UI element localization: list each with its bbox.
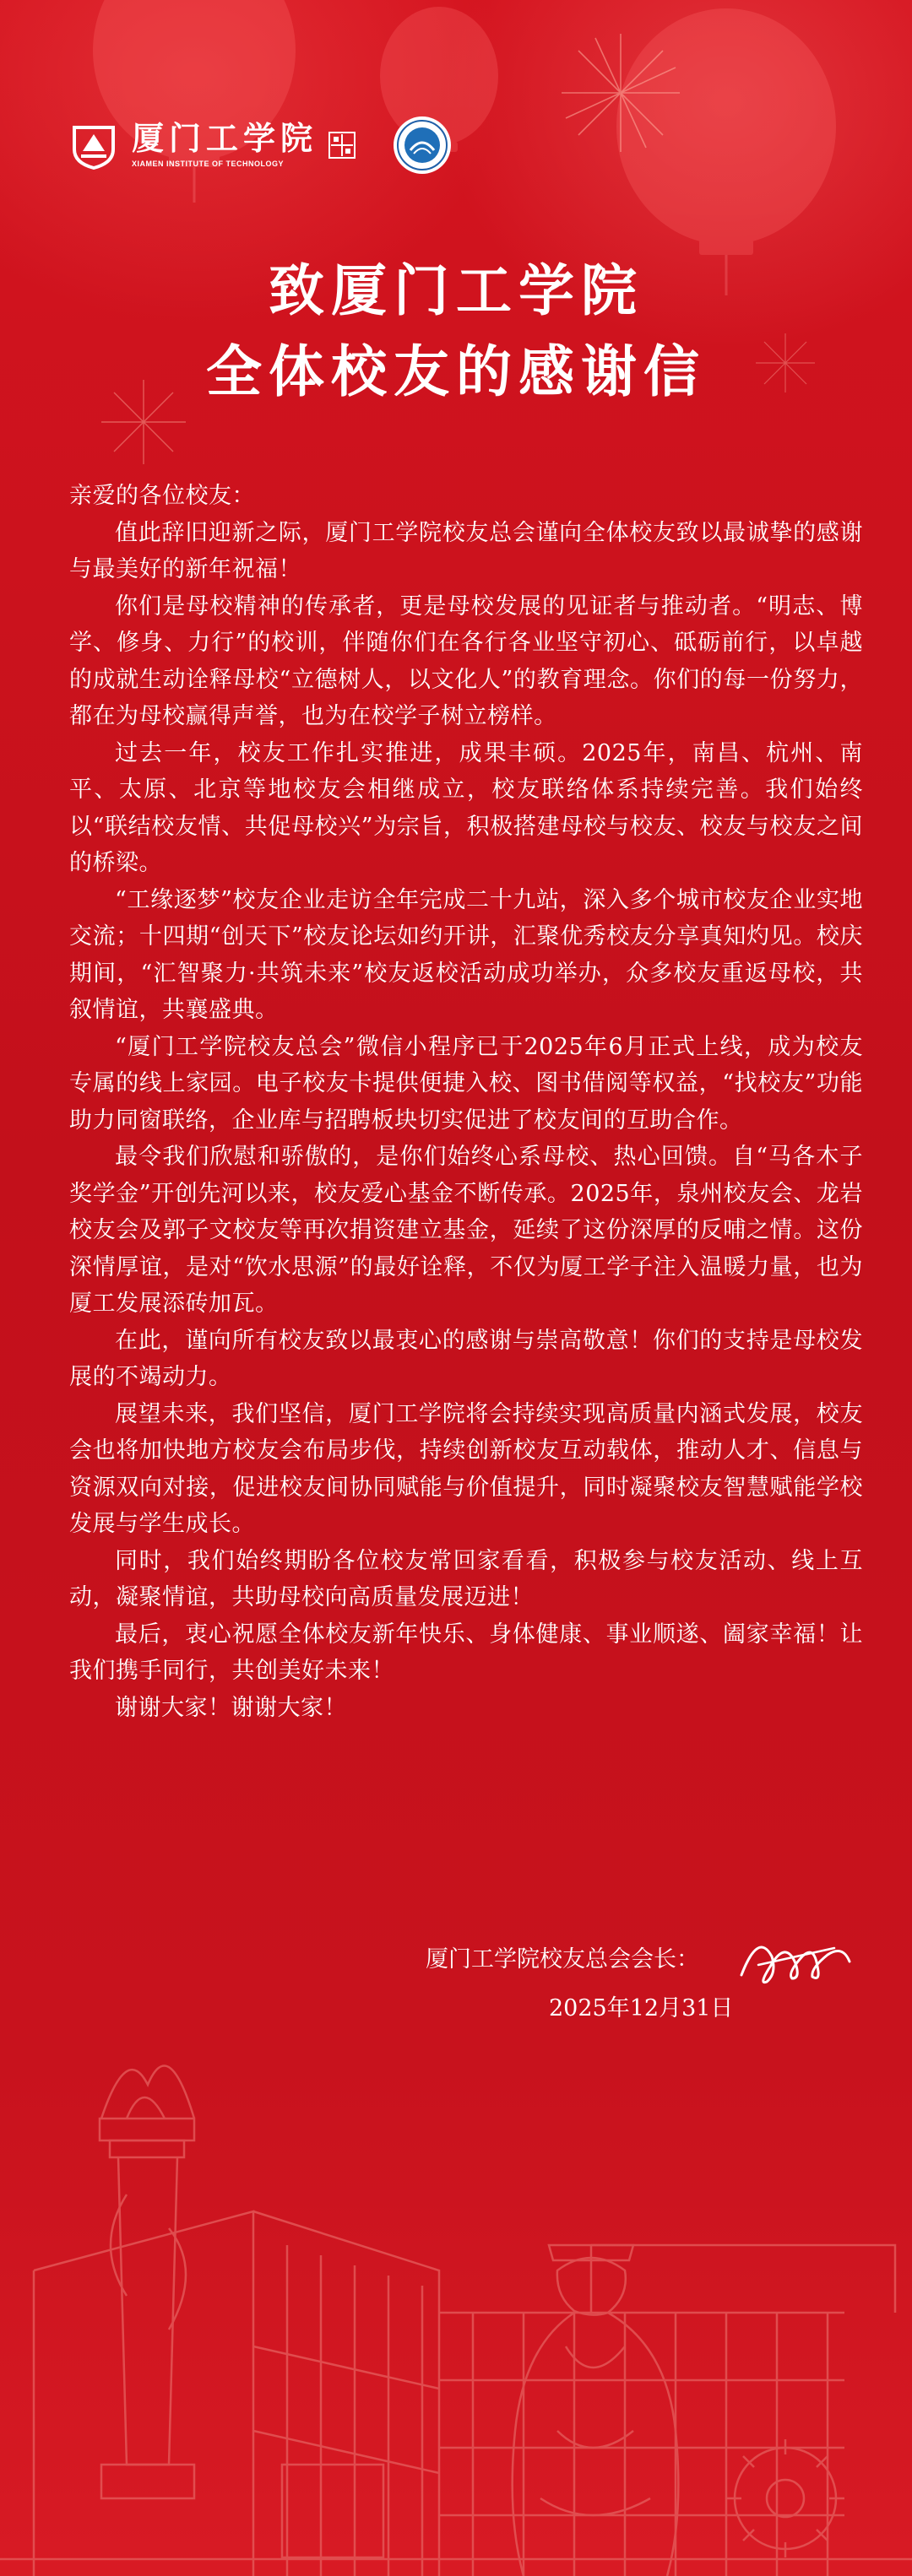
letter-paragraph: 最后，衷心祝愿全体校友新年快乐、身体健康、事业顺遂、阖家幸福！让我们携手同行，共创美好未来！ <box>69 1621 863 1684</box>
school-name-cn: 厦门工学院 <box>132 119 318 157</box>
torch-monument-icon <box>100 2066 194 2499</box>
letter-greeting: 亲爱的各位校友： <box>69 483 255 509</box>
letter-paragraph: 谢谢大家！谢谢大家！ <box>115 1694 347 1721</box>
header-logos <box>69 115 453 176</box>
letter-paragraph: 值此辞旧迎新之际，厦门工学院校友总会谨向全体校友致以最诚挚的感谢与最美好的新年祝福！ <box>69 519 863 582</box>
seal-stamp-icon <box>328 131 356 160</box>
letter-paragraph: 展望未来，我们坚信，厦门工学院将会持续实现高质量内涵式发展，校友会也将加快地方校友会布局步伐，持续创新校友互动载体，推动人才、信息与资源双向对接，促进校友间协同赋能与价值提升，同时凝聚校友智慧赋能学校发展与学生成长。 <box>69 1400 863 1537</box>
letter-paragraph: 最令我们欣慰和骄傲的，是你们始终心系母校、热心回馈。自“马各木子奖学金”开创先河以来，校友爱心基金不断传承。2025年，泉州校友会、龙岩校友会及郭子文校友等再次捐资建立基金，延续了这份深厚的反哺之情。这份深情厚谊，是对“饮水思源”的最好诠释，不仅为厦工学子注入温暖力量，也为厦工发展添砖加瓦。 <box>69 1144 863 1317</box>
letter-paragraph: “厦门工学院校友总会”微信小程序已于2025年6月正式上线，成为校友专属的线上家园。电子校友卡提供便捷入校、图书借阅等权益，“找校友”功能助力同窗联络，企业库与招聘板块切实促进了校友间的互助合作。 <box>69 1033 863 1134</box>
alumni-association-badge-icon <box>392 115 453 176</box>
letter-paragraph: “工缘逐梦”校友企业走访全年完成二十九站，深入多个城市校友企业实地交流；十四期“创天下”校友论坛如约开讲，汇聚优秀校友分享真知灼见。校庆期间，“汇智聚力·共筑未来”校友返校活动成功举办，众多校友重返母校，共叙情谊，共襄盛典。 <box>69 886 863 1023</box>
school-name-en: XIAMEN INSTITUTE OF TECHNOLOGY <box>132 160 285 168</box>
title-line-2: 全体校友的感谢信 <box>206 338 706 404</box>
school-name-logo <box>132 119 318 168</box>
firework-icon <box>562 34 680 152</box>
library-building-icon <box>34 2211 895 2576</box>
letter-paragraph: 在此，谨向所有校友致以最衷心的感谢与崇高敬意！你们的支持是母校发展的不竭动力。 <box>69 1327 863 1390</box>
lantern-icon <box>616 8 836 245</box>
letter-paragraph: 你们是母校精神的传承者，更是母校发展的见证者与推动者。“明志、博学、修身、力行”的校训，伴随你们在各行各业坚守初心、砥砺前行，以卓越的成就生动诠释母校“立德树人，以文化人”的教育理念。你们的每一份努力，都在为母校赢得声誉，也为在校学子树立榜样。 <box>69 593 863 729</box>
university-emblem-icon <box>69 121 118 170</box>
signature-icon <box>733 1923 860 1999</box>
letter-title <box>0 250 912 412</box>
letter-body <box>69 478 863 1726</box>
signoff-date: 2025年12月31日 <box>549 1995 734 2021</box>
letter-paragraph: 过去一年，校友工作扎实推进，成果丰硕。2025年，南昌、杭州、南平、太原、北京等地校友会相继成立，校友联络体系持续完善。我们始终以“联结校友情、共促母校兴”为宗旨，积极搭建母校与校友、校友与校友之间的桥梁。 <box>69 739 863 876</box>
statue-icon <box>513 2245 679 2576</box>
title-line-1: 致厦门工学院 <box>269 257 643 323</box>
signoff-label: 厦门工学院校友总会会长： <box>426 1946 699 1973</box>
campus-line-art-illustration <box>0 1992 912 2576</box>
letter-paragraph: 同时，我们始终期盼各位校友常回家看看，积极参与校友活动、线上互动，凝聚情谊，共助母校向高质量发展迈进！ <box>69 1547 863 1610</box>
